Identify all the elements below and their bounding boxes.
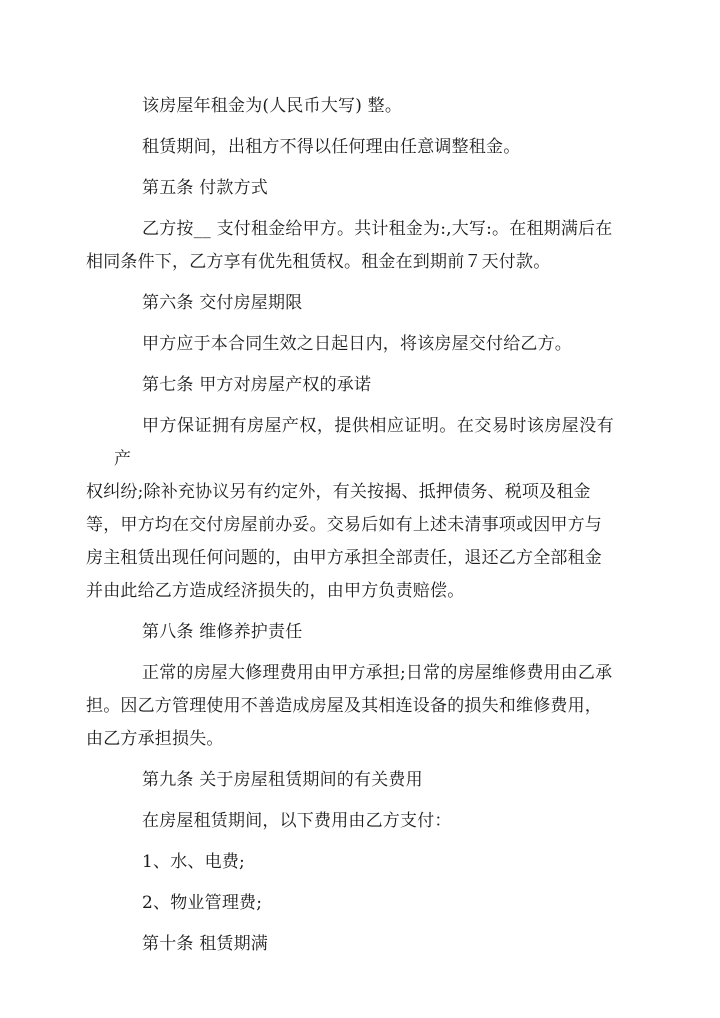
text-line: 甲方应于本合同生效之日起日内，将该房屋交付给乙方。 [142,334,572,354]
text-line: 相同条件下，乙方享有优先租赁权。租金在到期前７天付款。 [86,252,551,272]
text-line: 正常的房屋大修理费用由甲方承担;日常的房屋维修费用由乙承 [142,663,613,683]
paragraph-rent-adjustment [114,131,614,164]
heading-article-10 [114,928,614,961]
text-line: 第五条 付款方式 [142,178,269,198]
list-item-fee-2 [114,887,614,920]
text-line: 租赁期间，出租方不得以任何理由任意调整租金。 [142,137,521,157]
paragraph-property-promise [86,410,614,608]
text-line: 权纠纷;除补充协议另有约定外，有关按揭、抵押债务、税项及租金 [86,482,591,502]
text-line: 该房屋年租金为(人民币大写) 整。 [142,96,403,116]
heading-article-8 [114,616,614,649]
heading-article-6 [114,287,614,320]
paragraph-rent-amount [114,90,614,123]
text-line: 并由此给乙方造成经济损失的，由甲方负责赔偿。 [86,581,465,601]
text-line: 担。因乙方管理使用不善造成房屋及其相连设备的损失和维修费用， [86,696,602,716]
list-item-fee-1 [114,846,614,879]
text-line: 第九条 关于房屋租赁期间的有关费用 [142,770,423,790]
text-line: 在房屋租赁期间，以下费用由乙方支付： [142,811,452,831]
text-line: 第八条 维修养护责任 [142,622,303,642]
heading-article-5 [114,172,614,205]
document-body [86,90,614,969]
paragraph-maintenance [86,657,614,756]
text-line: 第七条 甲方对房屋产权的承诺 [142,375,372,395]
paragraph-payment-method [86,213,614,279]
heading-article-7 [114,369,614,402]
text-line: 房主租赁出现任何问题的，由甲方承担全部责任，退还乙方全部租金 [86,548,602,568]
text-line: 由乙方承担损失。 [86,729,224,749]
text-line: 等，甲方均在交付房屋前办妥。交易后如有上述未清事项或因甲方与 [86,515,602,535]
text-line: 第十条 租赁期满 [142,934,269,954]
text-line: 乙方按__ 支付租金给甲方。共计租金为:,大写:。在租期满后在 [142,219,613,239]
paragraph-fees-intro [114,805,614,838]
text-line: 甲方保证拥有房屋产权，提供相应证明。在交易时该房屋没有产 [114,416,614,469]
text-line: 2、物业管理费; [142,893,263,913]
heading-article-9 [114,764,614,797]
text-line: 第六条 交付房屋期限 [142,293,303,313]
text-line: 1、水、电费; [142,852,245,872]
paragraph-delivery-term [114,328,614,361]
